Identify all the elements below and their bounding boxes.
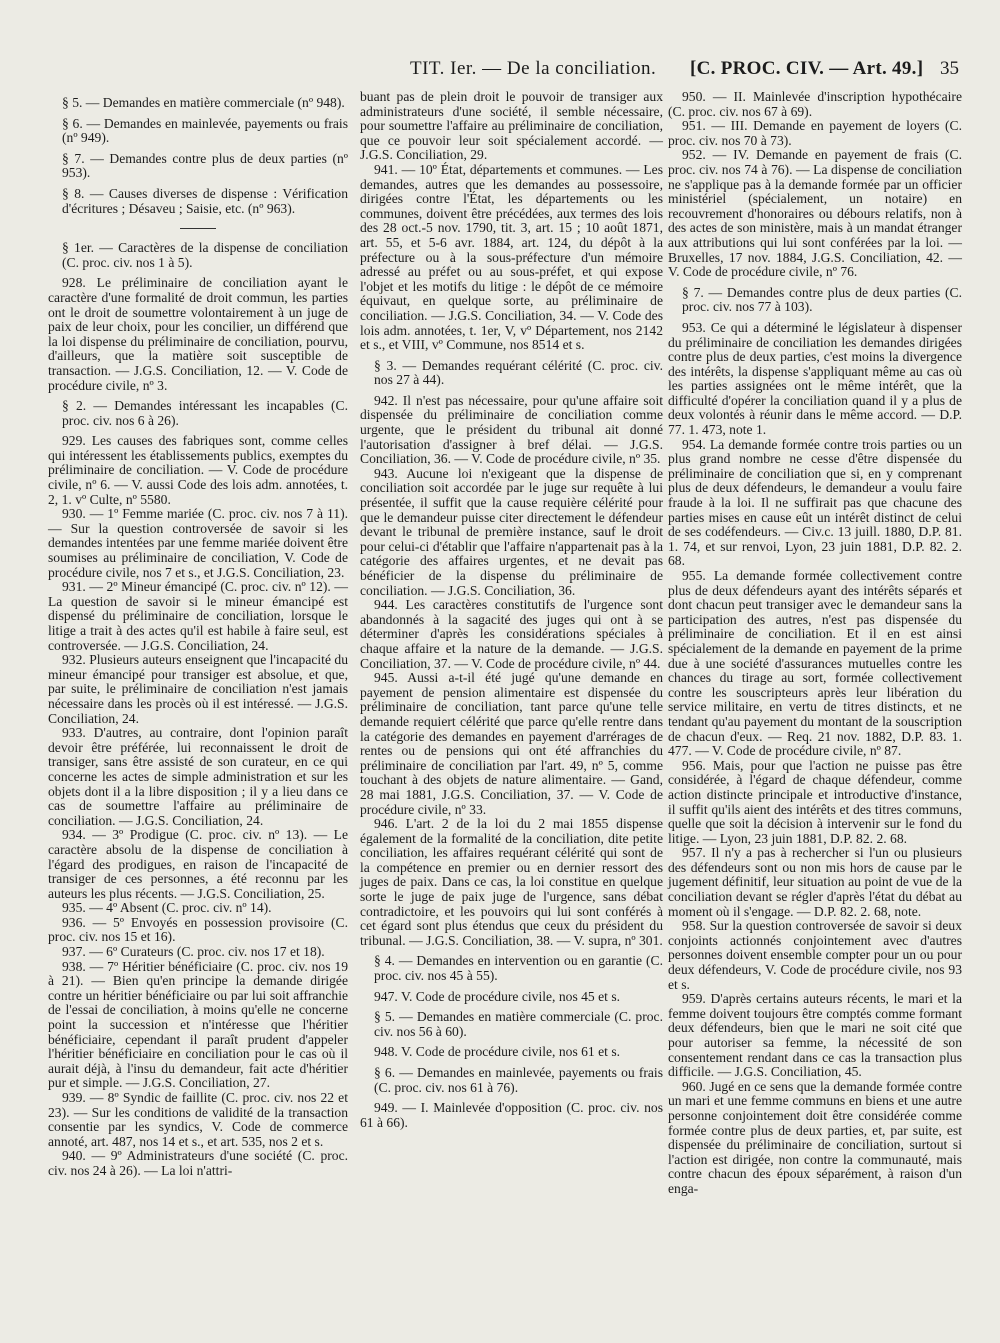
paragraph-950: 950. — II. Mainlevée d'inscription hypothécaire (C. proc. civ. nos 67 à 69). (668, 89, 962, 119)
paragraph-944: 944. Les caractères constitutifs de l'urgence sont abandonnés à la sagacité des juges qui ont à se déterminer d'après les considérations spéciales à chaque affaire et la nature de la demande. — J.G.S. Conciliation, 37. — V. Code de procédure civile, nº 44. (360, 597, 663, 671)
section-heading: § 7. — Demandes contre plus de deux parties (C. proc. civ. nos 77 à 103). (682, 284, 962, 315)
paragraph-943: 943. Aucune loi n'exigeant que la dispense de conciliation soit accordée par le juge sur requête à lui présentée, il suffit que la cause requière célérité pour que le demandeur puisse citer directement le défendeur devant le tribunal de première instance, sauf le droit pour celui-ci d'établir que l'affaire n'appartenait pas à la catégorie des affaires urgentes, et ne devait pas bénéficier de la dispense du préliminaire de conciliation. — J.G.S. Conciliation, 36. (360, 465, 663, 598)
paragraph-940: 940. — 9º Administrateurs d'une société (C. proc. civ. nos 24 à 26). — La loi n'attri- (48, 1148, 348, 1178)
section-heading: § 1er. — Caractères de la dispense de conciliation (C. proc. civ. nos 1 à 5). (62, 240, 348, 270)
section-heading: § 4. — Demandes en intervention ou en garantie (C. proc. civ. nos 45 à 55). (374, 953, 663, 984)
paragraph-940-continued: buant pas de plein droit le pouvoir de transiger aux administrateurs d'une société, il semble nécessaire, pour soumettre l'affaire au préliminaire de conciliation, que ce pouvoir leur soit spécialement accordé. — J.G.S. Conciliation, 29. (360, 89, 663, 163)
paragraph-929: 929. Les causes des fabriques sont, comme celles qui intéressent les établissements publics, exemptes du préliminaire de conciliation. — V. Code de procédure civile, nº 6. — V. aussi Code des lois adm. annotées, t. 2, 1. vº Culte, nº 5580. (48, 433, 348, 507)
paragraph-947: 947. V. Code de procédure civile, nos 45 et s. (374, 988, 621, 1004)
toc-entry: § 7. — Demandes contre plus de deux parties (nº 953). (62, 150, 348, 181)
paragraph-954: 954. La demande formée contre trois parties ou un plus grand nombre ne cesse d'être dispensée du préliminaire de conciliation que si, en y comprenant plus de deux défendeurs, le demandeur a voulu faire fraude à la loi. Il ne suffirait pas que chacune des parties mises en cause eût un intérêt distinct de celui de ses codéfendeurs. — Civ.c. 13 juill. 1880, D.P. 81. 1. 74, et sur renvoi, Lyon, 23 juin 1881, D.P. 82. 2. 68. (668, 436, 962, 569)
paragraph-932: 932. Plusieurs auteurs enseignent que l'incapacité du mineur émancipé pour transiger est absolue, et que, par suite, le préliminaire de conciliation n'est jamais nécessaire dans les procès où il est intéressé. — J.G.S. Conciliation, 24. (48, 652, 348, 726)
paragraph-934: 934. — 3º Prodigue (C. proc. civ. nº 13). — Le caractère absolu de la dispense de conciliation à l'égard des prodigues, en raison de l'incapacité de transiger de ces personnes, a été reconnu par les auteurs les plus récents. — J.G.S. Conciliation, 25. (48, 827, 348, 901)
paragraph-938: 938. — 7º Héritier bénéficiaire (C. proc. civ. nos 19 à 21). — Bien qu'en principe la demande dirigée contre un héritier bénéficiaire ou par lui soit affranchie de l'essai de conciliation, à moins qu'elle ne concerne point la succession et n'intéresse que l'héritier bénéficiaire, cependant il paraît prudent d'appeler l'héritier bénéficiaire en conciliation pour le cas où il aurait déjà, à l'insu du demandeur, fait acte d'héritier pur et simple. — J.G.S. Conciliation, 27. (48, 958, 348, 1091)
article-reference: [C. PROC. CIV. — Art. 49.] (690, 58, 924, 79)
paragraph-952: 952. — IV. Demande en payement de frais (C. proc. civ. nos 74 à 76). — La dispense de conciliation ne s'applique pas à la demande formée par un officier ministériel (spécialement, un notaire) en recouvrement d'honoraires ou débours relatifs, non à des actes de son ministère, mais à un mandat étranger aux attributions qui lui sont conférées par la loi. — Bruxelles, 17 nov. 1884, J.G.S. Conciliation, 42. — V. Code de procédure civile, nº 76. (668, 147, 962, 280)
paragraph-930: 930. — 1º Femme mariée (C. proc. civ. nos 7 à 11). — Sur la question controversée de savoir si les demandes intentées par une femme mariée doivent être soumises au préliminaire de conciliation, V. Code de procédure civile, nos 7 et s., et J.G.S. Conciliation, 23. (48, 506, 348, 580)
paragraph-956: 956. Mais, pour que l'action ne puisse pas être considérée, à l'égard de chaque défendeur, comme action distincte principale et introductive d'instance, il suffit qu'ils aient des intérêts et des titres communs, quelle que soit la décision à intervenir sur le fond du litige. — Lyon, 23 juin 1881, D.P. 82. 2. 68. (668, 757, 962, 846)
paragraph-941: 941. — 10º État, départements et communes. — Les demandes, autres que les demandes au possessoire, dirigées contre l'État, les départements ou les communes, doivent être précédées, aux termes des lois des 28 oct.-5 nov. 1790, tit. 3, art. 15 ; 10 août 1871, art. 55, et 5-6 avr. 1884, art. 124, du dépôt à la préfecture ou à la sous-préfecture d'un mémoire adressé au préfet ou au sous-préfet, et qui expose l'objet et les motifs du litige : le dépôt de ce mémoire équivaut, en quelque sorte, au préliminaire de conciliation. — J.G.S. Conciliation, 34. — V. Code des lois adm. annotées, t. 1er, V, vº Département, nos 2142 et s., et VIII, vº Commune, nos 8514 et s. (360, 161, 663, 353)
toc-entry: § 6. — Demandes en mainlevée, payements ou frais (nº 949). (62, 115, 348, 146)
paragraph-937: 937. — 6º Curateurs (C. proc. civ. nos 17 et 18). (62, 944, 325, 960)
paragraph-951: 951. — III. Demande en payement de loyers (C. proc. civ. nos 70 à 73). (668, 118, 962, 148)
paragraph-936: 936. — 5º Envoyés en possession provisoire (C. proc. civ. nos 15 et 16). (48, 914, 348, 945)
paragraph-945: 945. Aussi a-t-il été jugé qu'une demande en payement de pension alimentaire est dispensée du préliminaire de conciliation, tant parce qu'une telle demande requiert célérité que parce qu'elle rentre dans la catégorie des demandes en payement d'arrérages de rentes ou de pensions qui ont été affranchies du préliminaire de conciliation par l'art. 49, nº 5, comme touchant à des objets de nature alimentaire. — Gand, 28 mai 1881, J.G.S. Conciliation, 37. — V. Code de procédure civile, nº 33. (360, 670, 663, 817)
section-heading: § 3. — Demandes requérant célérité (C. proc. civ. nos 27 à 44). (374, 357, 663, 388)
section-heading: § 5. — Demandes en matière commerciale (C. proc. civ. nos 56 à 60). (374, 1009, 663, 1039)
toc-entry: § 8. — Causes diverses de dispense : Vérification d'écritures ; Désaveu ; Saisie, etc. (nº 963). (62, 185, 348, 216)
paragraph-955: 955. La demande formée collectivement contre plus de deux défendeurs ayant des intérêts séparés et dont chacun peut transiger avec le demandeur sans la participation des autres, n'est pas dispensée du préliminaire de conciliation. Et il en est ainsi spécialement de la demande en payement de la prime due à une société d'assurances mutuelles contre les chances du tirage au sort, formée collectivement contre les souscripteurs après leur libération du service militaire, en vertu de titres distincts, et ne tendant qu'au payement du montant de la souscription de chacun d'eux. — Req. 21 nov. 1882, D.P. 83. 1. 477. — V. Code de procédure civile, nº 87. (668, 568, 962, 759)
section-heading: § 2. — Demandes intéressant les incapables (C. proc. civ. nos 6 à 26). (62, 398, 348, 428)
paragraph-928: 928. Le préliminaire de conciliation ayant le caractère d'une formalité de droit commun, les parties ont le droit de soumettre volontairement à un juge de paix de leur choix, pour les concilier, un différend que la loi dispense du préliminaire de conciliation, pourvu, d'ailleurs, que la matière soit susceptible de transaction. — J.G.S. Conciliation, 12. — V. Code de procédure civile, nº 3. (48, 275, 348, 393)
column-right (668, 90, 962, 1197)
paragraph-949: 949. — I. Mainlevée d'opposition (C. proc. civ. nos 61 à 66). (360, 1100, 663, 1130)
paragraph-931: 931. — 2º Mineur émancipé (C. proc. civ. nº 12). — La question de savoir si le mineur émancipé est dispensé du préliminaire de conciliation, lorsque le litige a trait à des actes qu'il est habile à faire seul, est controversée. — J.G.S. Conciliation, 24. (48, 579, 348, 653)
paragraph-953: 953. Ce qui a déterminé le législateur à dispenser du préliminaire de conciliation les demandes dirigées contre plus de deux parties, c'est moins la divergence des intérêts, la dispense s'appliquant même au cas où les parties assignées ont le même intérêt, que la difficulté d'opérer la conciliation quand il y a plus de deux volontés à réunir dans le même accord. — D.P. 77. 1. 473, note 1. (668, 319, 962, 438)
running-title: TIT. Ier. — De la conciliation. (410, 58, 657, 79)
paragraph-957: 957. Il n'y a pas à rechercher si l'un ou plusieurs des défendeurs sont ou non mis hors de cause par le jugement définitif, leur situation au point de vue de la conciliation devant se régler d'après l'état du débat au moment où il s'engage. — D.P. 82. 2. 68, note. (668, 845, 962, 919)
paragraph-946: 946. L'art. 2 de la loi du 2 mai 1855 dispense également de la formalité de la conciliation, dite petite conciliation, les affaires requérant célérité qui sont de la compétence en premier ou en dernier ressort des juges de paix. Dans ce cas, la loi constitue en quelque sorte le juge de paix juge de l'urgence, sans débat contradictoire, et les pouvoirs qui lui sont conférés à cet égard sont plus étendus que ceux du président du tribunal. — J.G.S. Conciliation, 38. — V. supra, nº 301. (360, 816, 663, 948)
page-header (0, 58, 1000, 84)
paragraph-948: 948. V. Code de procédure civile, nos 61 et s. (374, 1044, 621, 1060)
paragraph-959: 959. D'après certains auteurs récents, le mari et la femme doivent toujours être comptés comme formant deux défendeurs, bien que le mari ne soit cité que pour autoriser sa femme, la nécessité de son consentement rendant dans ce cas la transaction plus difficile. — J.G.S. Conciliation, 45. (668, 991, 962, 1080)
paragraph-942: 942. Il n'est pas nécessaire, pour qu'une affaire soit dispensée du préliminaire de conciliation comme urgente, que le président du tribunal ait donné l'autorisation d'assigner à bref délai. — J.G.S. Conciliation, 36. — V. Code de procédure civile, nº 35. (360, 392, 663, 467)
paragraph-958: 958. Sur la question controversée de savoir si deux conjoints actionnés conjointement avec d'autres personnes doivent ensemble compter pour un ou pour deux défendeurs, V. Code de procédure civile, nos 93 et s. (668, 918, 962, 992)
page-number: 35 (940, 58, 959, 79)
toc-entry: § 5. — Demandes en matière commerciale (nº 948). (62, 95, 345, 110)
column-middle (360, 90, 663, 1130)
divider (180, 228, 216, 229)
column-left (48, 90, 348, 1179)
paragraph-939: 939. — 8º Syndic de faillite (C. proc. civ. nos 22 et 23). — Sur les conditions de validité de la transaction consentie par les syndics, V. Code de commerce annoté, art. 487, nos 14 et s., et art. 535, nos 2 et s. (48, 1090, 348, 1149)
paragraph-935: 935. — 4º Absent (C. proc. civ. nº 14). (62, 900, 272, 916)
paragraph-960: 960. Jugé en ce sens que la demande formée contre un mari et une femme communs en biens et une autre personne conjointement doit être considérée comme formée contre plus de deux parties, et, par suite, est dispensée du préliminaire de conciliation, surtout si l'action est dirigée, non contre la communauté, mais contre chacun des époux séparément, à raison d'un enga- (668, 1078, 962, 1196)
paragraph-933: 933. D'autres, au contraire, dont l'opinion paraît devoir être préférée, lui reconnaissent le droit de transiger, sans être assisté de son curateur, en ce qui concerne les actes de simple administration et sur les objets dont il a la libre disposition ; il y a lieu dans ce cas de soumettre l'affaire au préliminaire de conciliation. — J.G.S. Conciliation, 24. (48, 725, 348, 828)
section-heading: § 6. — Demandes en mainlevée, payements ou frais (C. proc. civ. nos 61 à 76). (374, 1065, 663, 1095)
